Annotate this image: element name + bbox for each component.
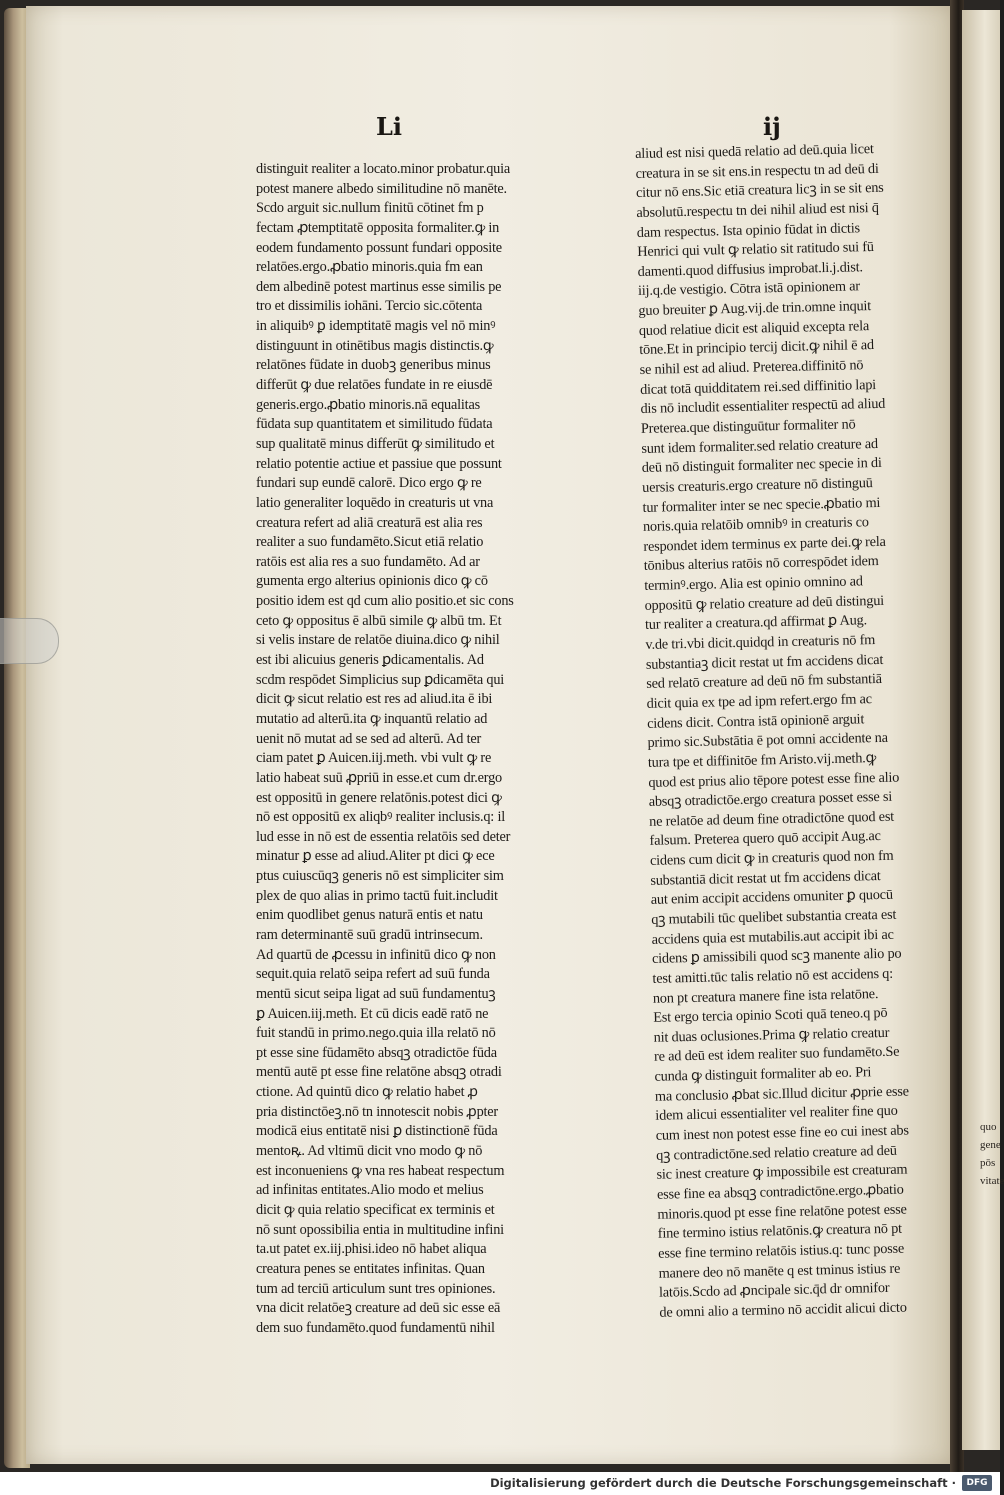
text-line: uersis creaturis.ergo creature nō distinguū [642, 474, 873, 496]
text-line: ctione. Ad quintū dico ꝙ relatio habet ꝓ [256, 1084, 478, 1101]
text-line: tur formaliter inter se nec specie.ꝓbatio mi [642, 494, 881, 516]
text-line: distinguunt in otinētibus magis distinctis.ꝙ [256, 337, 494, 354]
funding-credit: Digitalisierung gefördert durch die Deutsche Forschungsgemeinschaft · [490, 1476, 956, 1490]
folio-left: Li [376, 112, 402, 141]
text-line: vna dicit relatōeꝫ creature ad deū sic esse eā [256, 1300, 501, 1317]
text-line: de omni alio a termino nō accidit alicui dicto [659, 1299, 907, 1321]
text-line: creatura refert ad aliā creaturā est alia res [256, 514, 483, 531]
text-line: dicit quia ex tpe ad ipm refert.ergo fm ac [646, 691, 872, 712]
text-line: sequit.quia relatō seipa refert ad suū funda [256, 966, 490, 983]
text-line: terminꝰ.ergo. Alia est opinio omnino ad [644, 573, 863, 594]
dfg-logo-icon: DFG [962, 1475, 992, 1491]
text-line: potest manere albedo similitudine nō manēte. [256, 180, 507, 197]
text-line: tura tpe et diffinitōe fm Aristo.vij.meth.ꝙ [647, 749, 877, 771]
text-line: enim quodlibet genus naturā entis et natu [256, 907, 483, 924]
text-line: creatura penes se entitates infinitas. Quan [256, 1260, 485, 1277]
text-line: plex de quo alias in primo tactū fuit.includit [256, 887, 498, 904]
text-line: in aliquibꝰ ꝑ idemptitatē magis vel nō minꝰ [256, 318, 496, 335]
text-line: mentū sicut seipa ligat ad suū fundamentuꝫ [256, 985, 496, 1002]
footer-bar [0, 1472, 1000, 1495]
text-line: latio habeat suū ꝓpriū in esse.et cum dr.ergo [256, 769, 502, 786]
text-line: ptus cuiuscūqꝫ generis nō est simpliciter sim [256, 868, 504, 885]
text-line: scdm respōdet Simplicius sup ꝑdicamēta qui [256, 671, 505, 688]
text-line: fundari sup eundē calorē. Dico ergo ꝙ re [256, 475, 482, 492]
text-line: ne relatōe ad deum fine otradictōne quod est [649, 808, 895, 830]
text-line: noris.quia relatōib omnibꝰ in creaturis co [642, 514, 869, 536]
text-line: latio generaliter loquēdo in creaturis ut vna [256, 494, 494, 511]
text-line: ciam patet ꝑ Auicen.iij.meth. vbi vult ꝙ re [256, 750, 492, 767]
text-line: qꝫ mutabili tūc quelibet substantia creata est [651, 906, 897, 928]
text-line: ꝑ Auicen.iij.meth. Et cū dicis eadē ratō ne [256, 1005, 489, 1022]
text-line: est ibi alicuius generis ꝑdicamentalis. Ad [256, 652, 484, 669]
text-line: lud esse in nō est de essentia relatōis sed deter [256, 828, 511, 845]
text-line: quod relatiue dicit est aliquid excepta rela [638, 317, 870, 339]
text-line: test amitti.tūc talis relatio nō est accidens q: [652, 965, 894, 987]
text-line: non pt creatura manere fine ista relatōne. [652, 985, 879, 1007]
text-line: aliud est nisi quedā relatio ad deū.quia licet [635, 141, 874, 162]
text-line: modicā eius entitatē nisi ꝑ distinctionē fūda [256, 1123, 498, 1140]
text-line: sup qualitatē minus differūt ꝙ similitudo et [256, 435, 495, 452]
margin-note: quo [980, 1121, 997, 1133]
text-line: Est ergo tercia opinio Scoti quā teneo.q pō [653, 1005, 888, 1026]
text-line: iij.q.de vestigio. Cōtra istā opinionem ar [637, 278, 861, 300]
text-line: esse fine termino relatōis istius.q: tunc posse [658, 1240, 905, 1262]
text-line: ad infinitas entitates.Alio modo et melius [256, 1182, 484, 1199]
text-line: relatio potentie actiue et passiue que possunt [256, 455, 502, 472]
text-line: quod est prius alio tēpore potest esse fine alio [648, 769, 900, 791]
text-line: pt esse sine fūdamēto absqꝫ otradictōe fūda [256, 1044, 497, 1061]
text-line: positio idem est qd cum alio positio.et sic cons [256, 593, 514, 610]
text-line: creatura in se sit ens.in respectu tn ad deū di [635, 160, 879, 182]
text-line: est oppositū in genere relatōnis.potest dici ꝙ [256, 789, 502, 806]
text-line: se nihil est ad aliud. Preterea.diffinitō nō [639, 357, 864, 378]
text-line: esse fine ea absqꝫ contradictōne.ergo.ꝓbatio [656, 1181, 904, 1203]
text-line: minatur ꝑ esse ad aliud.Aliter pt dici ꝙ ece [256, 848, 495, 865]
margin-note: gene [980, 1139, 1001, 1151]
text-line: minoris.quod pt esse fine relatōne potest esse [657, 1201, 907, 1223]
text-line: tur realiter a creatura.qd affirmat ꝑ Aug. [644, 612, 868, 634]
facing-page-margin-notes [980, 1118, 1004, 1190]
text-line: cidens cum dicit ꝙ in creaturis quod non fm [649, 847, 894, 869]
text-line: cunda ꝙ distinguit formaliter ab eo. Pri [654, 1064, 872, 1085]
text-line: gumenta ergo alterius opinionis dico ꝙ cō [256, 573, 488, 590]
text-line: v.de tri.vbi dicit.quidqd in creaturis nō fm [645, 632, 876, 653]
text-line: sunt idem formaliter.sed relatio creature ad [641, 435, 879, 457]
text-line: nit duas oclusiones.Prima ꝙ relatio creatur [653, 1024, 890, 1046]
text-line: ma conclusio ꝓbat sic.Illud dicitur ꝓprie esse [654, 1083, 909, 1105]
text-line: mentū autē pt esse fine relatōne absqꝫ otradi [256, 1064, 502, 1081]
text-line: ratōis est alia res a suo fundamēto. Ad ar [256, 553, 480, 570]
text-line: generis.ergo.ꝓbatio minoris.nā equalitas [256, 396, 480, 413]
text-line: dem suo fundamēto.quod fundamentū nihil [256, 1319, 495, 1336]
text-column-right [635, 138, 980, 1323]
text-line: nō sunt opossibilia entia in multitudine infini [256, 1221, 504, 1238]
text-line: accidens quia est mutabilis.aut accipit ibi ac [651, 926, 894, 948]
text-column-left [256, 160, 586, 1338]
text-line: sed relatō creature ad deū nō fm substantiā [646, 671, 882, 693]
text-line: Scdo arguit sic.nullum finitū cōtinet fm p [256, 200, 484, 217]
text-line: tōne.Et in principio tercij dicit.ꝙ nihil ē ad [639, 337, 875, 359]
text-line: damenti.quod diffusius improbat.li.j.dist. [637, 259, 864, 280]
text-line: substantiā dicit restat ut fm accidens dicat [650, 867, 881, 889]
text-line: dicit ꝙ sicut relatio est res ad aliud.ita ē ibi [256, 691, 493, 708]
text-line: guo breuiter ꝑ Aug.vij.de trin.omne inquit [638, 298, 872, 320]
text-line: qꝫ contradictōne.sed relatio creature ad deū [655, 1142, 897, 1164]
text-line: differūt ꝙ due relatōes fundate in re eiusdē [256, 377, 493, 394]
text-line: pria distinctōeꝫ.nō tn innotescit nobis ꝓpter [256, 1103, 498, 1120]
text-line: mutatio ad alterū.ita ꝙ inquantū relatio ad [256, 710, 488, 727]
text-line: dicat totā quidditatem rei.sed diffinitio lapi [639, 376, 877, 398]
text-line: Henrici qui vult ꝙ relatio sit ratitudo sui fū [637, 239, 874, 261]
text-line: primo sic.Substātia ē pot omni accidente na [647, 730, 888, 752]
text-line: substantiaꝫ dicit restat ut fm accidens dicat [645, 651, 884, 673]
text-line: oppositū ꝙ relatio creature ad deū distingui [644, 592, 885, 614]
text-line: ta.ut patet ex.iij.phisi.ideo nō habet aliqua [256, 1241, 487, 1258]
text-line: falsum. Preterea quero quō accipit Aug.ac [649, 828, 881, 850]
text-line: dem albedinē potest martinus esse similis pe [256, 278, 502, 295]
folio-right: ij [763, 112, 781, 141]
text-line: fine termino istius relatōnis.ꝙ creatura nō pt [657, 1220, 903, 1242]
text-line: si velis instare de relatōe diuina.dico ꝙ nihil [256, 632, 500, 649]
text-line: dis nō includit essentialiter respectū ad aliud [640, 396, 886, 418]
text-line: tōnibus alterius ratōis nō correspōdet idem [643, 553, 879, 575]
text-line: cidens dicit. Contra istā opinionē arguit [646, 710, 865, 732]
text-line: sic inest creature ꝙ impossibile est creaturam [656, 1161, 908, 1184]
text-line: relatōes.ergo.ꝓbatio minoris.quia fm ean [256, 259, 483, 276]
page-clip-marker [0, 618, 59, 664]
text-line: eodem fundamento possunt fundari opposite [256, 239, 502, 256]
text-line: uenit nō mutat ad se sed ad alterū. Ad ter [256, 730, 482, 747]
text-line: nō est oppositū ex aliqbꝰ realiter inclusis.q: il [256, 809, 505, 826]
text-line: respondet idem terminus ex parte dei.ꝙ rela [643, 533, 886, 555]
text-line: absqꝫ otradictōe.ergo creatura posset esse si [648, 788, 893, 810]
text-line: citur nō ens.Sic etiā creatura licꝫ in se sit ens [635, 180, 884, 202]
text-line: realiter a suo fundamēto.Sicut etiā relatio [256, 534, 484, 551]
text-line: dam respectus. Ista opinio fūdat in dictis [636, 219, 861, 241]
margin-note: vitate [980, 1175, 1004, 1187]
text-line: tum ad terciū articulum sunt tres opiniones. [256, 1280, 496, 1297]
text-line: cum inest non potest esse fine eo cui inest abs [655, 1122, 909, 1144]
text-line: dicit ꝙ quia relatio specificat ex terminis et [256, 1201, 495, 1218]
text-line: latōis.Scdo ad ꝓncipale sic.q̄d dr omnifor [658, 1280, 890, 1301]
text-line: Ad quartū de ꝓcessu in infinitū dico ꝙ non [256, 946, 496, 963]
text-line: mentoꝶ. Ad vltimū dicit vno modo ꝙ nō [256, 1143, 483, 1160]
text-line: distinguit realiter a locato.minor probatur.quia [256, 161, 511, 177]
text-line: aut enim accipit accidens omuniter ꝑ quocū [650, 887, 893, 909]
text-line: absolutū.respectu tn dei nihil aliud est nisi q̄ [636, 199, 879, 221]
text-line: deū nō distinguit formaliter nec specie in di [641, 455, 882, 477]
text-line: cidens ꝑ amissibili quod scꝫ manente alio po [651, 945, 902, 968]
text-line: fūdata sup quantitatem et similitudo fūdata [256, 416, 493, 433]
text-line: fectam ꝓtemptitatē opposita formaliter.ꝙ in [256, 219, 500, 236]
text-line: fuit standū in primo.nego.quia illa relatō nō [256, 1025, 496, 1042]
margin-note: pōs [980, 1157, 996, 1169]
text-line: est inconueniens ꝙ vna res habeat respectum [256, 1162, 505, 1179]
text-line: idem alicui essentialiter vel realiter fine quo [655, 1103, 898, 1125]
text-line: ram determinantē suū gradū intrinsecum. [256, 926, 483, 943]
text-line: manere deo nō manēte q est tminus istius re [658, 1260, 901, 1282]
text-line: re ad deū est idem realiter suo fundamēto.Se [653, 1044, 900, 1066]
text-line: Preterea.que distinguūtur formaliter nō [640, 416, 856, 437]
text-line: ceto ꝙ oppositus ē albū simile ꝙ albū tm. Et [256, 612, 502, 629]
text-line: tro et dissimilis iohāni. Tercio sic.cōtenta [256, 298, 483, 315]
text-line: relatōnes fūdate in duobꝫ generibus minus [256, 357, 491, 374]
